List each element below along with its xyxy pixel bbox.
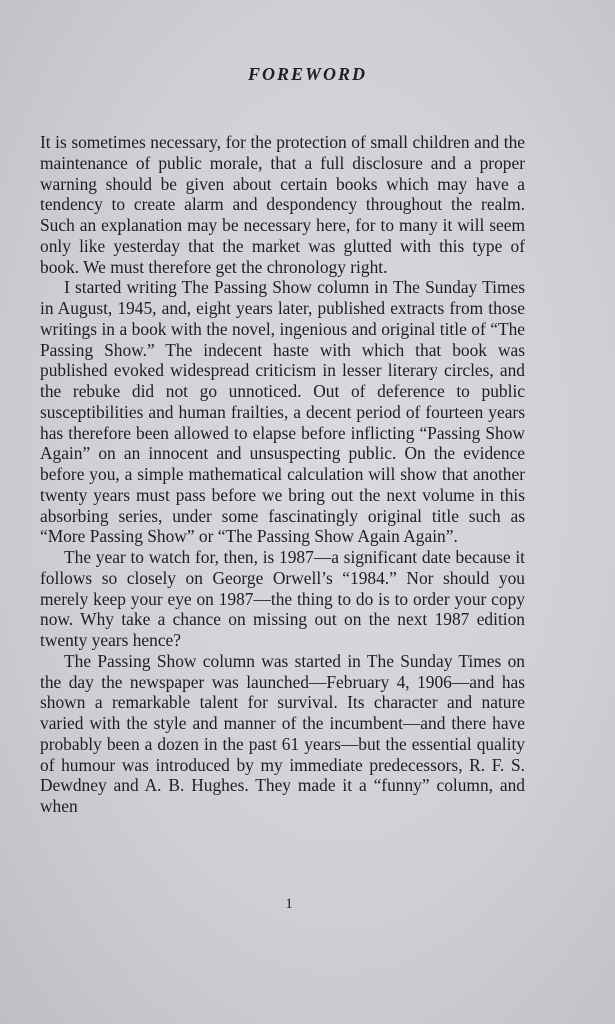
- foreword-body: [40, 132, 525, 817]
- page-number: 1: [285, 896, 293, 912]
- paragraph-4: The Passing Show column was started in The Sunday Times on the day the newspaper was launched—February 4, 1906—and has shown a remarkable talent for survival. Its character and nature varied with the style and manner of the incumbent—and there have probably been a dozen in the past 61 years—but the essential quality of humour was introduced by my immediate predecessors, R. F. S. Dewdney and A. B. Hughes. They made it a “funny” column, and when: [40, 650, 525, 816]
- paragraph-2: I started writing The Passing Show column in The Sunday Times in August, 1945, and, eight years later, published extracts from those writings in a book with the novel, ingenious and original title of “The Passing Show.” The indecent haste with which that book was published evoked widespread criticism in lesser literary circles, and the rebuke did not go unnoticed. Out of deference to public susceptibilities and human frailties, a decent period of fourteen years has therefore been allowed to elapse before inflicting “Passing Show Again” on an innocent and unsuspecting public. On the evidence before you, a simple mathematical calculation will show that another twenty years must pass before we bring out the next volume in this absorbing series, under some fascinatingly original title such as “More Passing Show” or “The Passing Show Again Again”.: [40, 277, 525, 547]
- paragraph-3: The year to watch for, then, is 1987—a significant date because it follows so closely on George Orwell’s “1984.” Nor should you merely keep your eye on 1987—the thing to do is to order your copy now. Why take a chance on missing out on the next 1987 edition twenty years hence?: [40, 547, 525, 650]
- chapter-heading: FOREWORD: [247, 64, 368, 84]
- paragraph-1: It is sometimes necessary, for the protection of small children and the maintenance of public morale, that a full disclosure and a proper warning should be given about certain books which may have a tendency to create alarm and despondency throughout the realm. Such an explanation may be necessary here, for to many it will seem only like yesterday that the market was glutted with this type of book. We must therefore get the chronology right.: [40, 132, 525, 277]
